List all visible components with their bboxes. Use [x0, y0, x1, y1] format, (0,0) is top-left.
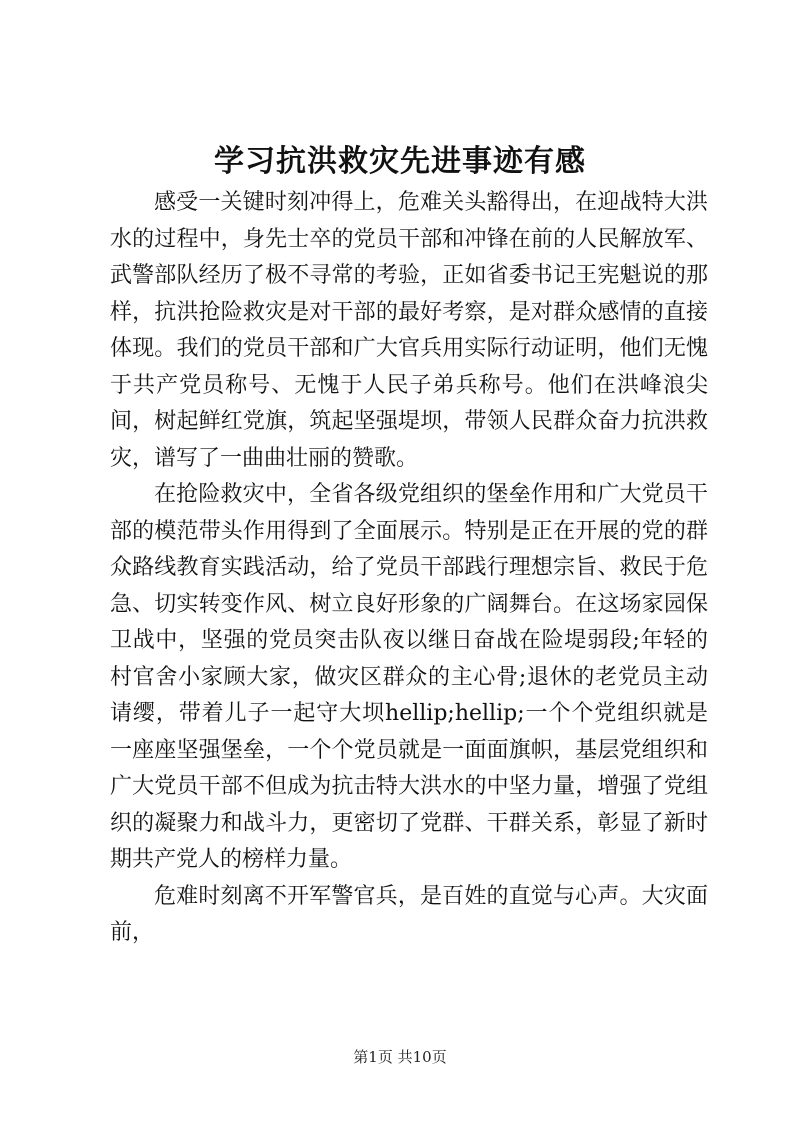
paragraph-3: 危难时刻离不开军警官兵，是百姓的直觉与心声。大灾面前， — [110, 883, 708, 945]
document-title: 学习抗洪救灾先进事迹有感 — [214, 144, 586, 179]
paragraph-1: 感受一关键时刻冲得上，危难关头豁得出，在迎战特大洪水的过程中，身先士卒的党员干部和冲锋在前的人民解放军、武警部队经历了极不寻常的考验，正如省委书记王宪魁说的那样，抗洪抢险救灾是对干部的最好考察，是对群众感情的直接体现。我们的党员干部和广大官兵用实际行动证明，他们无愧于共产党员称号、无愧于人民子弟兵称号。他们在洪峰浪尖间，树起鲜红党旗，筑起坚强堤坝，带领人民群众奋力抗洪救灾，谱写了一曲曲壮丽的赞歌。 — [110, 190, 708, 471]
page-footer: 第1页 共10页 — [353, 1048, 447, 1066]
document-body — [110, 185, 708, 952]
paragraph-2: 在抢险救灾中，全省各级党组织的堡垒作用和广大党员干部的模范带头作用得到了全面展示。特别是正在开展的党的群众路线教育实践活动，给了党员干部践行理想宗旨、救民于危急、切实转变作风、树立良好形象的广阔舞台。在这场家园保卫战中，坚强的党员突击队夜以继日奋战在险堤弱段;年轻的村官舍小家顾大家，做灾区群众的主心骨;退休的老党员主动请缨，带着儿子一起守大坝hellip;hellip;一个个党组织就是一座座坚强堡垒，一个个党员就是一面面旗帜，基层党组织和广大党员干部不但成为抗击特大洪水的中坚力量，增强了党组织的凝聚力和战斗力，更密切了党群、干群关系，彰显了新时期共产党人的榜样力量。 — [110, 482, 708, 872]
